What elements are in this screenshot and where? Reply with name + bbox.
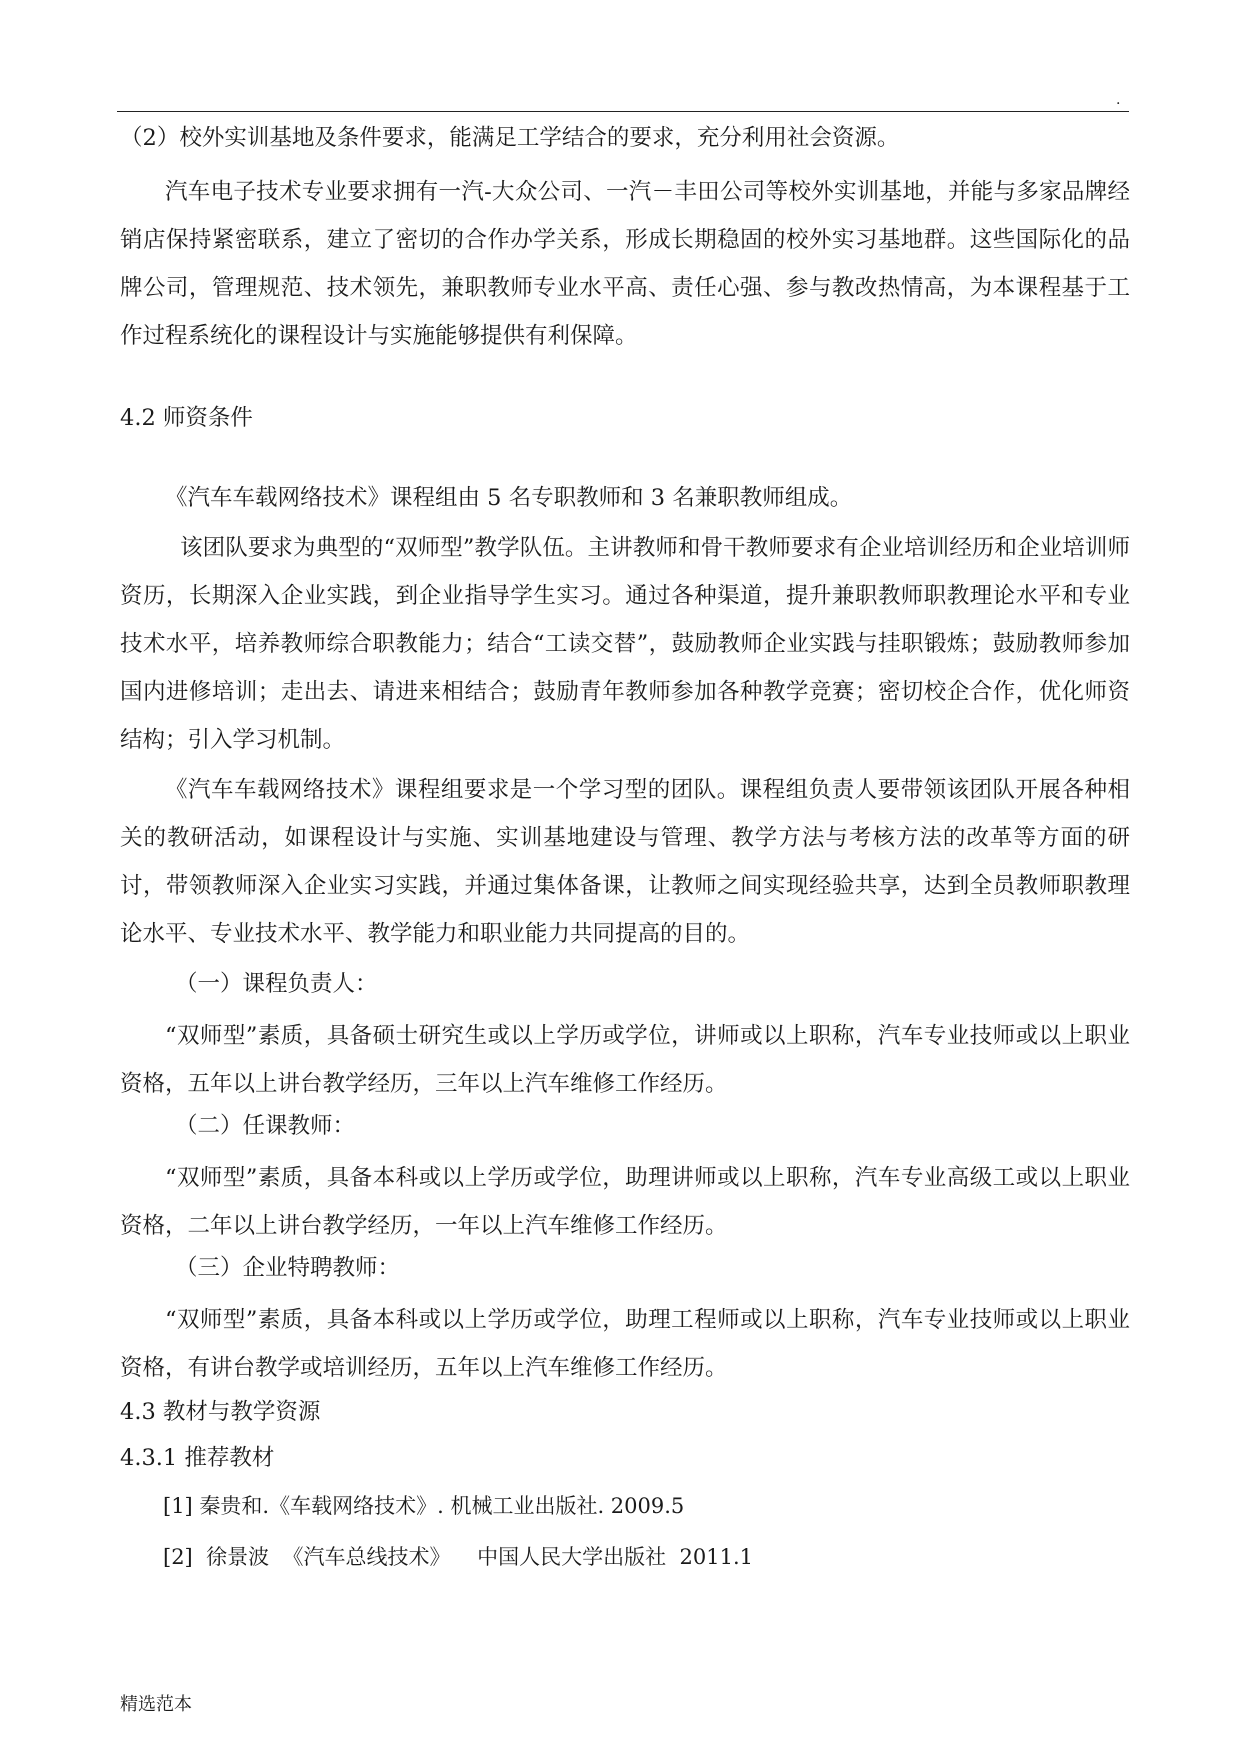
footer-label: 精选范本	[120, 1694, 192, 1715]
header-rule	[117, 111, 1129, 112]
paragraph-enterprise-teacher: “双师型”素质，具备本科或以上学历或学位，助理工程师或以上职称，汽车专业技师或以上职业资格，有讲台教学或培训经历，五年以上汽车维修工作经历。	[120, 1307, 1130, 1381]
paragraph-offsite-base-requirement: （2）校外实训基地及条件要求，能满足工学结合的要求，充分利用社会资源。	[120, 125, 900, 151]
heading-4-3: 4.3 教材与教学资源	[120, 1399, 321, 1425]
subheading-course-teacher: （二）任课教师：	[175, 1113, 356, 1139]
paragraph-team-composition: 《汽车车载网络技术》课程组由 5 名专职教师和 3 名兼职教师组成。	[165, 485, 853, 511]
paragraph-course-teacher: “双师型”素质，具备本科或以上学历或学位，助理讲师或以上职称，汽车专业高级工或以上职业资格，二年以上讲台教学经历，一年以上汽车维修工作经历。	[120, 1165, 1130, 1239]
paragraph-offsite-bases: 汽车电子技术专业要求拥有一汽-大众公司、一汽－丰田公司等校外实训基地，并能与多家品牌经销店保持紧密联系，建立了密切的合作办学关系，形成长期稳固的校外实习基地群。这些国际化的品牌公司，管理规范、技术领先，兼职教师专业水平高、责任心强、参与教改热情高，为本课程基于工作过程系统化的课程设计与实施能够提供有利保障。	[120, 179, 1130, 349]
heading-4-3-1: 4.3.1 推荐教材	[120, 1445, 275, 1471]
header-dot: .	[1116, 92, 1121, 108]
subheading-course-lead: （一）课程负责人：	[175, 971, 378, 997]
reference-2: [2] 徐景波 《汽车总线技术》 中国人民大学出版社 2011.1	[163, 1545, 753, 1569]
reference-1: [1] 秦贵和.《车载网络技术》. 机械工业出版社. 2009.5	[163, 1494, 685, 1518]
heading-4-2: 4.2 师资条件	[120, 405, 253, 431]
subheading-enterprise-teacher: （三）企业特聘教师：	[175, 1255, 401, 1281]
paragraph-dual-teacher-team: 该团队要求为典型的“双师型”教学队伍。主讲教师和骨干教师要求有企业培训经历和企业培训师资历，长期深入企业实践，到企业指导学生实习。通过各种渠道，提升兼职教师职教理论水平和专业技术水平，培养教师综合职教能力；结合“工读交替”，鼓励教师企业实践与挂职锻炼；鼓励教师参加国内进修培训；走出去、请进来相结合；鼓励青年教师参加各种教学竞赛；密切校企合作，优化师资结构；引入学习机制。	[120, 535, 1130, 753]
paragraph-course-lead: “双师型”素质，具备硕士研究生或以上学历或学位，讲师或以上职称，汽车专业技师或以上职业资格，五年以上讲台教学经历，三年以上汽车维修工作经历。	[120, 1023, 1130, 1097]
paragraph-learning-team: 《汽车车载网络技术》课程组要求是一个学习型的团队。课程组负责人要带领该团队开展各种相关的教研活动，如课程设计与实施、实训基地建设与管理、教学方法与考核方法的改革等方面的研讨，带领教师深入企业实习实践，并通过集体备课，让教师之间实现经验共享，达到全员教师职教理论水平、专业技术水平、教学能力和职业能力共同提高的目的。	[120, 777, 1130, 947]
